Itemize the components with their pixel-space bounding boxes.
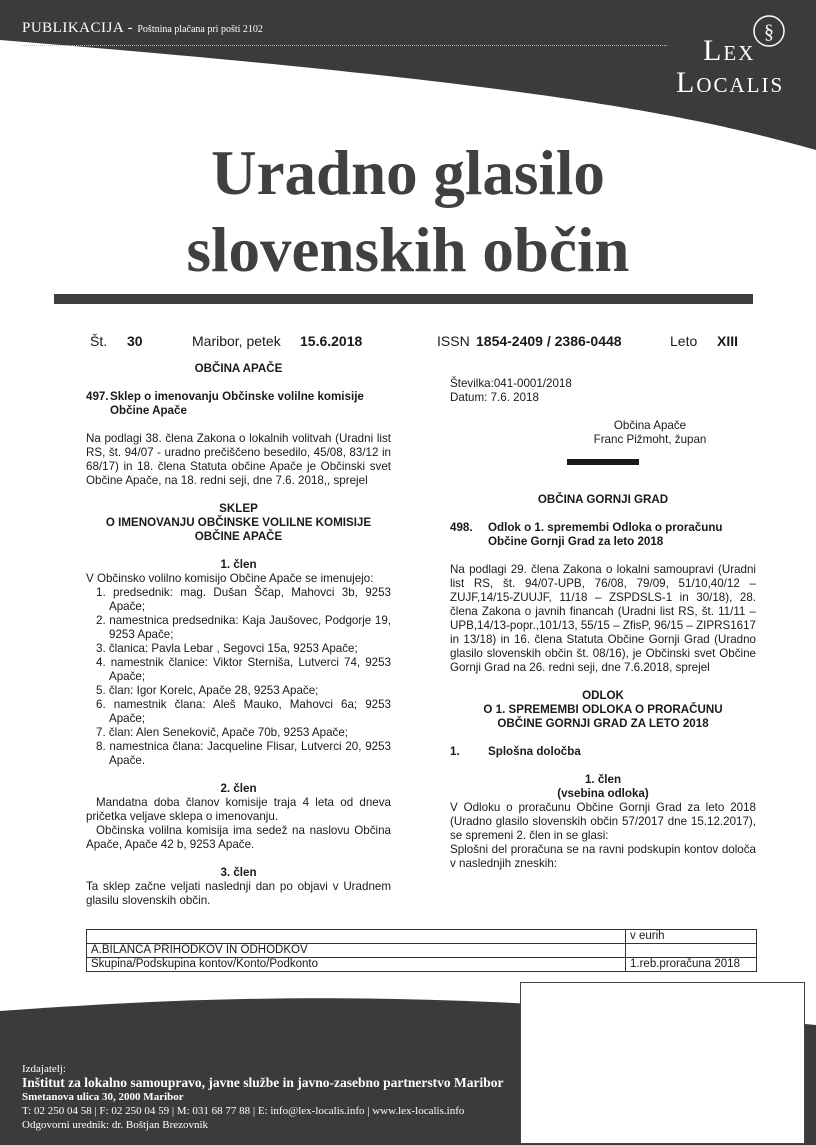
year-label: Leto — [670, 333, 698, 349]
issue-number: 30 — [127, 333, 143, 349]
table-row — [87, 958, 757, 972]
right-column — [450, 377, 756, 871]
journal-title-line1: Uradno glasilo — [211, 138, 605, 208]
article-1-heading: 1. člen — [584, 773, 622, 786]
header-dotted-rule — [22, 45, 667, 46]
act-title: Odlok o 1. spremembi Odloka o proračunu Občine Gornji Grad za leto 2018 — [488, 521, 723, 548]
list-item: 7. član: Alen Senekovič, Apače 70b, 9253 Apače; — [96, 726, 349, 739]
act-heading — [450, 521, 756, 549]
document-heading: SKLEP — [219, 502, 258, 515]
publisher-label: Izdajatelj: — [22, 1063, 66, 1075]
issue-date: 15.6.2018 — [300, 333, 363, 349]
account-group-cell: Skupina/Podskupina kontov/Konto/Podkonto — [87, 958, 626, 972]
signature-name: Franc Pižmoht, župan — [593, 433, 707, 446]
reference-date: Datum: 7.6. 2018 — [450, 391, 539, 404]
separator-bar — [567, 459, 639, 465]
list-item: 6. namestnik člana: Aleš Mauko, Mahovci 6a; 9253 Apače; — [96, 698, 391, 725]
article-2-heading: 2. člen — [220, 782, 257, 795]
paragraph-symbol-icon — [752, 14, 786, 48]
article-1-paragraph-2: Splošni del proračuna se na ravni podskupin kontov določa v naslednjih zneskih: — [450, 843, 756, 870]
act-title: Sklep o imenovanju Občinske volilne komisije Občine Apače — [110, 390, 364, 417]
article-1-intro: V Občinsko volilno komisijo Občine Apače se imenujejo: — [86, 572, 374, 585]
logo-lex: Lex — [703, 34, 756, 67]
publication-dash: - — [127, 20, 134, 36]
blank-white-box — [520, 982, 805, 1144]
signature-organisation: Občina Apače — [613, 419, 687, 432]
list-item: 8. namestnica člana: Jacqueline Flisar, Lutverci 20, 9253 Apače. — [96, 740, 391, 767]
preamble: Na podlagi 38. člena Zakona o lokalnih volitvah (Uradni list RS, št. 94/07 - uradno prečiščeno besedilo, 45/08, 83/12 in 68/17) in 18. člena Statuta občine Apače je Občinski svet Občine Apače, na 18. redni seji, dne 7.6. 2018,, sprejel — [86, 432, 391, 487]
document-subheading: O 1. SPREMEMBI ODLOKA O PRORAČUNU OBČINE GORNJI GRAD ZA LETO 2018 — [483, 703, 723, 730]
preamble: Na podlagi 29. člena Zakona o lokalni samoupravi (Uradni list RS, št. 94/07-UPB, 76/08, 79/09, 51/10,40/12 – ZUJF,14/15-ZUUJF, 11/18 – ZSPDSLS-1 in 30/18), 28. člena Zakona o javnih financah (Uradni list RS, št. 11/11 – UPB,14/13-popr.,101/13, 55/15 – ZfisP, 96/15 – ZIPRS1617 in 13/18) in 16. člena Statuta Občine Gornji Grad (Uradno glasilo slovenskih občin št. 08/16), je Občinski svet Občine Gornji Grad na 26. redni seji, dne 7.6.2018, sprejel — [450, 563, 756, 674]
issn-value: 1854-2409 / 2386-0448 — [476, 333, 622, 349]
list-item: 3. članica: Pavla Lebar , Segovci 15a, 9253 Apače; — [96, 642, 358, 655]
document-subheading: O IMENOVANJU OBČINSKE VOLILNE KOMISIJE OBČINE APAČE — [105, 516, 372, 543]
logo-localis: Localis — [676, 66, 785, 99]
issue-place-day: Maribor, petek — [192, 333, 281, 349]
journal-title-line2: slovenskih občin — [186, 215, 630, 285]
year-value: XIII — [717, 333, 739, 349]
issue-number-label: Št. — [90, 333, 108, 349]
list-item: 2. namestnica predsednika: Kaja Jaušovec, Podgorje 19, 9253 Apače; — [96, 614, 391, 641]
reference-number: Številka:041-0001/2018 — [450, 377, 572, 390]
balance-heading-cell: A.BILANCA PRIHODKOV IN ODHODKOV — [87, 944, 626, 958]
act-number: 498. — [450, 521, 473, 534]
municipality-heading: OBČINA APAČE — [194, 362, 283, 375]
member-list — [86, 586, 391, 768]
footer-text — [22, 1062, 522, 1132]
list-item: 5. član: Igor Korelc, Apače 28, 9253 Apače; — [96, 684, 319, 697]
responsible-editor: Odgovorni urednik: dr. Boštjan Brezovnik — [22, 1119, 209, 1131]
publisher-contacts: T: 02 250 04 58 | F: 02 250 04 59 | M: 031 68 77 88 | E: info@lex-localis.info | www.lex-localis.info — [22, 1105, 465, 1117]
publisher-name: Inštitut za lokalno samoupravo, javne službe in javno-zasebno partnerstvo Maribor — [22, 1075, 504, 1090]
article-2-paragraph-1: Mandatna doba članov komisije traja 4 leta od dneva pričetka veljave sklepa o imenovanju. — [86, 796, 391, 823]
publisher-address: Smetanova ulica 30, 2000 Maribor — [22, 1091, 184, 1103]
act-number: 497. — [86, 390, 109, 403]
list-item: 4. namestnik članice: Viktor Sterniša, Lutverci 74, 9253 Apače; — [96, 656, 391, 683]
budget-column-cell: 1.reb.proračuna 2018 — [626, 958, 757, 972]
section-number: 1. — [450, 745, 460, 758]
left-column — [86, 362, 391, 908]
act-heading — [86, 390, 391, 418]
list-item: 1. predsednik: mag. Dušan Ščap, Mahovci 3b, 9253 Apače; — [96, 586, 391, 613]
municipality-heading: OBČINA GORNJI GRAD — [537, 493, 669, 506]
currency-cell: v eurih — [626, 930, 757, 944]
section-heading — [450, 745, 756, 759]
postage-note: Poštnina plačana pri pošti 2102 — [137, 24, 263, 35]
section-title: Splošna določba — [488, 745, 581, 758]
table-cell — [626, 944, 757, 958]
publication-name: PUBLIKACIJA — [22, 20, 124, 36]
publication-label — [22, 20, 263, 37]
article-3-heading: 3. člen — [220, 866, 257, 879]
article-3-paragraph: Ta sklep začne veljati naslednji dan po objavi v Uradnem glasilu slovenskih občin. — [86, 880, 391, 907]
title-underline-bar — [54, 294, 753, 304]
table-row — [87, 930, 757, 944]
paragraph-symbol: § — [764, 21, 774, 43]
issn-label: ISSN — [437, 333, 470, 349]
budget-table — [86, 929, 757, 972]
table-cell — [87, 930, 626, 944]
article-2-paragraph-2: Občinska volilna komisija ima sedež na naslovu Občina Apače, Apače 42 b, 9253 Apače. — [86, 824, 391, 851]
document-heading: ODLOK — [582, 689, 624, 702]
table-row — [87, 944, 757, 958]
article-1-heading: 1. člen — [220, 558, 257, 571]
article-1-paragraph-1: V Odloku o proračunu Občine Gornji Grad za leto 2018 (Uradno glasilo slovenskih občin 57/2017 dne 15.12.2017), se spremeni 2. člen in se glasi: — [450, 801, 756, 842]
article-1-subheading: (vsebina odloka) — [557, 787, 649, 800]
